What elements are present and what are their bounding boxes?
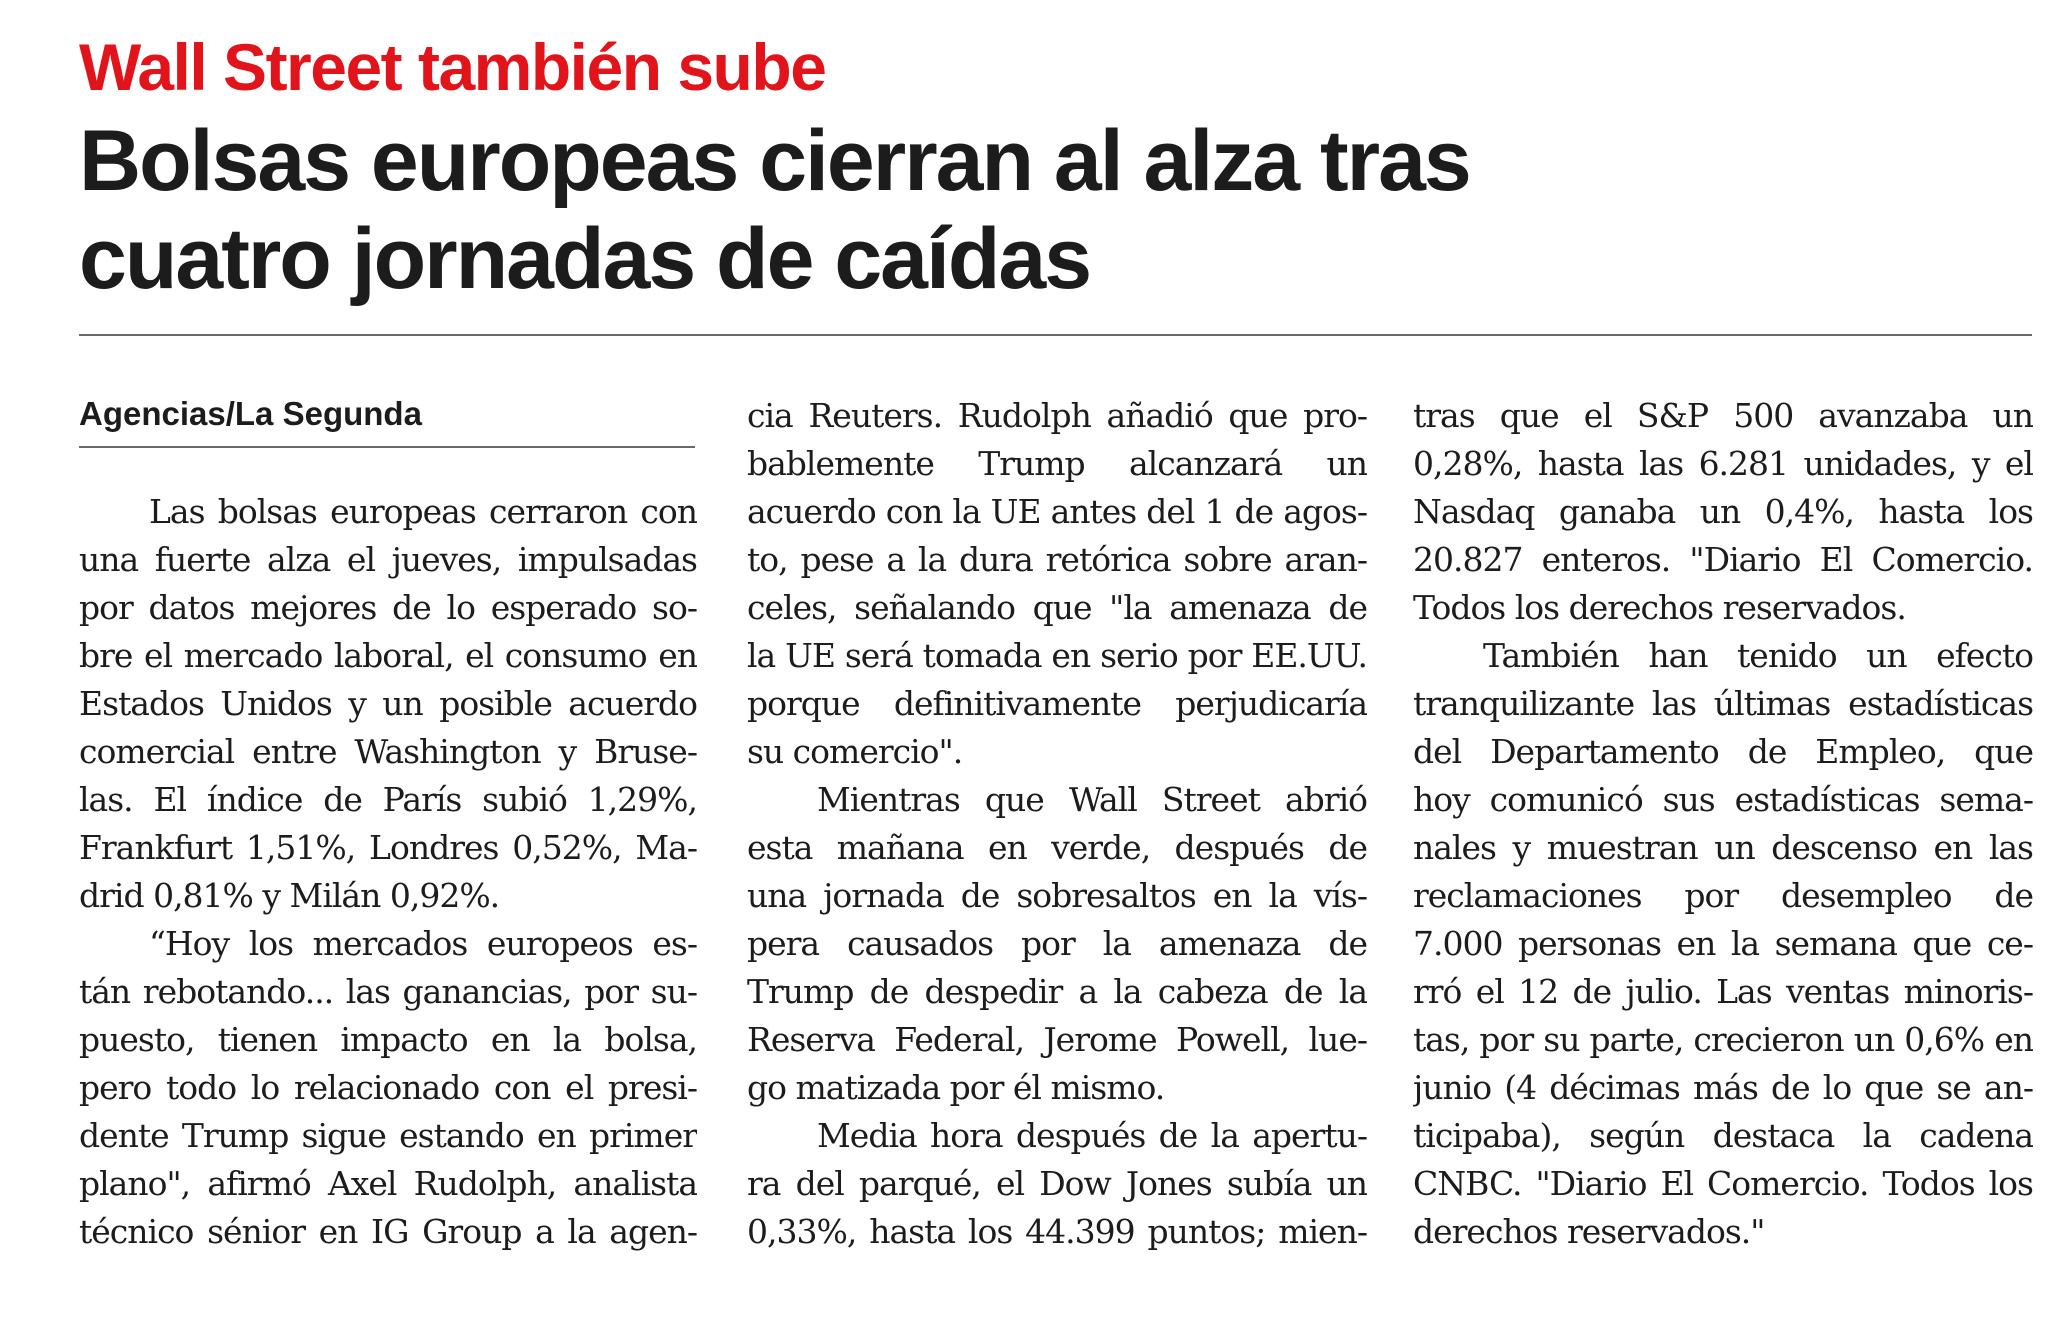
article-byline: Agencias/La Segunda bbox=[79, 395, 422, 432]
article-column-1 bbox=[79, 488, 697, 1256]
body-line: to, pese a la dura retórica sobre aran- bbox=[747, 540, 1367, 579]
body-line: una fuerte alza el jueves, impulsadas bbox=[79, 540, 697, 579]
article-kicker: Wall Street también sube bbox=[79, 30, 826, 104]
body-line: También han tenido un efecto bbox=[1483, 636, 2033, 675]
body-line: Media hora después de la apertu- bbox=[817, 1116, 1367, 1155]
body-line: CNBC. "Diario El Comercio. Todos los bbox=[1413, 1164, 2033, 1203]
body-line: 0,33%, hasta los 44.399 puntos; mien- bbox=[747, 1212, 1367, 1251]
body-line: tranquilizante las últimas estadísticas bbox=[1413, 684, 2033, 723]
body-line: plano", afirmó Axel Rudolph, analista bbox=[79, 1164, 697, 1203]
body-line: comercial entre Washington y Bruse- bbox=[79, 732, 697, 771]
body-line: “Hoy los mercados europeos es- bbox=[149, 924, 697, 963]
body-line: pera causados por la amenaza de bbox=[747, 924, 1367, 963]
body-line: ra del parqué, el Dow Jones subía un bbox=[747, 1164, 1367, 1203]
body-line: 7.000 personas en la semana que ce- bbox=[1413, 924, 2033, 963]
body-line: tras que el S&P 500 avanzaba un bbox=[1413, 396, 2033, 435]
body-line: la UE será tomada en serio por EE.UU. bbox=[747, 636, 1367, 675]
body-line: por datos mejores de lo esperado so- bbox=[79, 588, 697, 627]
body-line: junio (4 décimas más de lo que se an- bbox=[1413, 1068, 2033, 1107]
body-line: su comercio". bbox=[747, 732, 963, 771]
body-line: Reserva Federal, Jerome Powell, lue- bbox=[747, 1020, 1367, 1059]
body-line: ticipaba), según destaca la cadena bbox=[1413, 1116, 2033, 1155]
body-line: una jornada de sobresaltos en la vís- bbox=[747, 876, 1367, 915]
body-line: Estados Unidos y un posible acuerdo bbox=[79, 684, 697, 723]
body-line: del Departamento de Empleo, que bbox=[1413, 732, 2033, 771]
body-line: hoy comunicó sus estadísticas sema- bbox=[1413, 780, 2033, 819]
body-line: cia Reuters. Rudolph añadió que pro- bbox=[747, 396, 1367, 435]
article-headline bbox=[79, 112, 1470, 308]
body-line: Mientras que Wall Street abrió bbox=[817, 780, 1367, 819]
headline-line: Bolsas europeas cierran al alza tras bbox=[79, 113, 1470, 209]
body-line: celes, señalando que "la amenaza de bbox=[747, 588, 1367, 627]
body-line: tán rebotando... las ganancias, por su- bbox=[79, 972, 697, 1011]
body-line: técnico sénior en IG Group a la agen- bbox=[79, 1212, 697, 1251]
body-line: reclamaciones por desempleo de bbox=[1413, 876, 2033, 915]
body-line: Frankfurt 1,51%, Londres 0,52%, Ma- bbox=[79, 828, 697, 867]
body-line: bablemente Trump alcanzará un bbox=[747, 444, 1367, 483]
body-line: go matizada por él mismo. bbox=[747, 1068, 1165, 1107]
body-line: Trump de despedir a la cabeza de la bbox=[747, 972, 1367, 1011]
body-line: 20.827 enteros. "Diario El Comercio. bbox=[1413, 540, 2033, 579]
headline-line: cuatro jornadas de caídas bbox=[79, 211, 1091, 307]
body-line: acuerdo con la UE antes del 1 de agos- bbox=[747, 492, 1367, 531]
body-line: tas, por su parte, crecieron un 0,6% en bbox=[1413, 1020, 2033, 1059]
article-column-2 bbox=[747, 392, 1367, 1256]
body-line: bre el mercado laboral, el consumo en bbox=[79, 636, 697, 675]
article-column-3 bbox=[1413, 392, 2033, 1256]
body-line: derechos reservados." bbox=[1413, 1212, 1765, 1251]
body-line: Las bolsas europeas cerraron con bbox=[149, 492, 697, 531]
body-line: Todos los derechos reservados. bbox=[1413, 588, 1906, 627]
body-line: pero todo lo relacionado con el presi- bbox=[79, 1068, 697, 1107]
body-line: drid 0,81% y Milán 0,92%. bbox=[79, 876, 500, 915]
body-line: puesto, tienen impacto en la bolsa, bbox=[79, 1020, 697, 1059]
body-line: dente Trump sigue estando en primer bbox=[79, 1116, 697, 1155]
byline-divider bbox=[79, 446, 695, 448]
body-line: rró el 12 de julio. Las ventas minoris- bbox=[1413, 972, 2033, 1011]
body-line: porque definitivamente perjudicaría bbox=[747, 684, 1367, 723]
body-line: esta mañana en verde, después de bbox=[747, 828, 1367, 867]
body-line: las. El índice de París subió 1,29%, bbox=[79, 780, 697, 819]
body-line: Nasdaq ganaba un 0,4%, hasta los bbox=[1413, 492, 2033, 531]
body-line: 0,28%, hasta las 6.281 unidades, y el bbox=[1413, 444, 2033, 483]
body-line: nales y muestran un descenso en las bbox=[1413, 828, 2033, 867]
headline-divider bbox=[79, 334, 2032, 336]
